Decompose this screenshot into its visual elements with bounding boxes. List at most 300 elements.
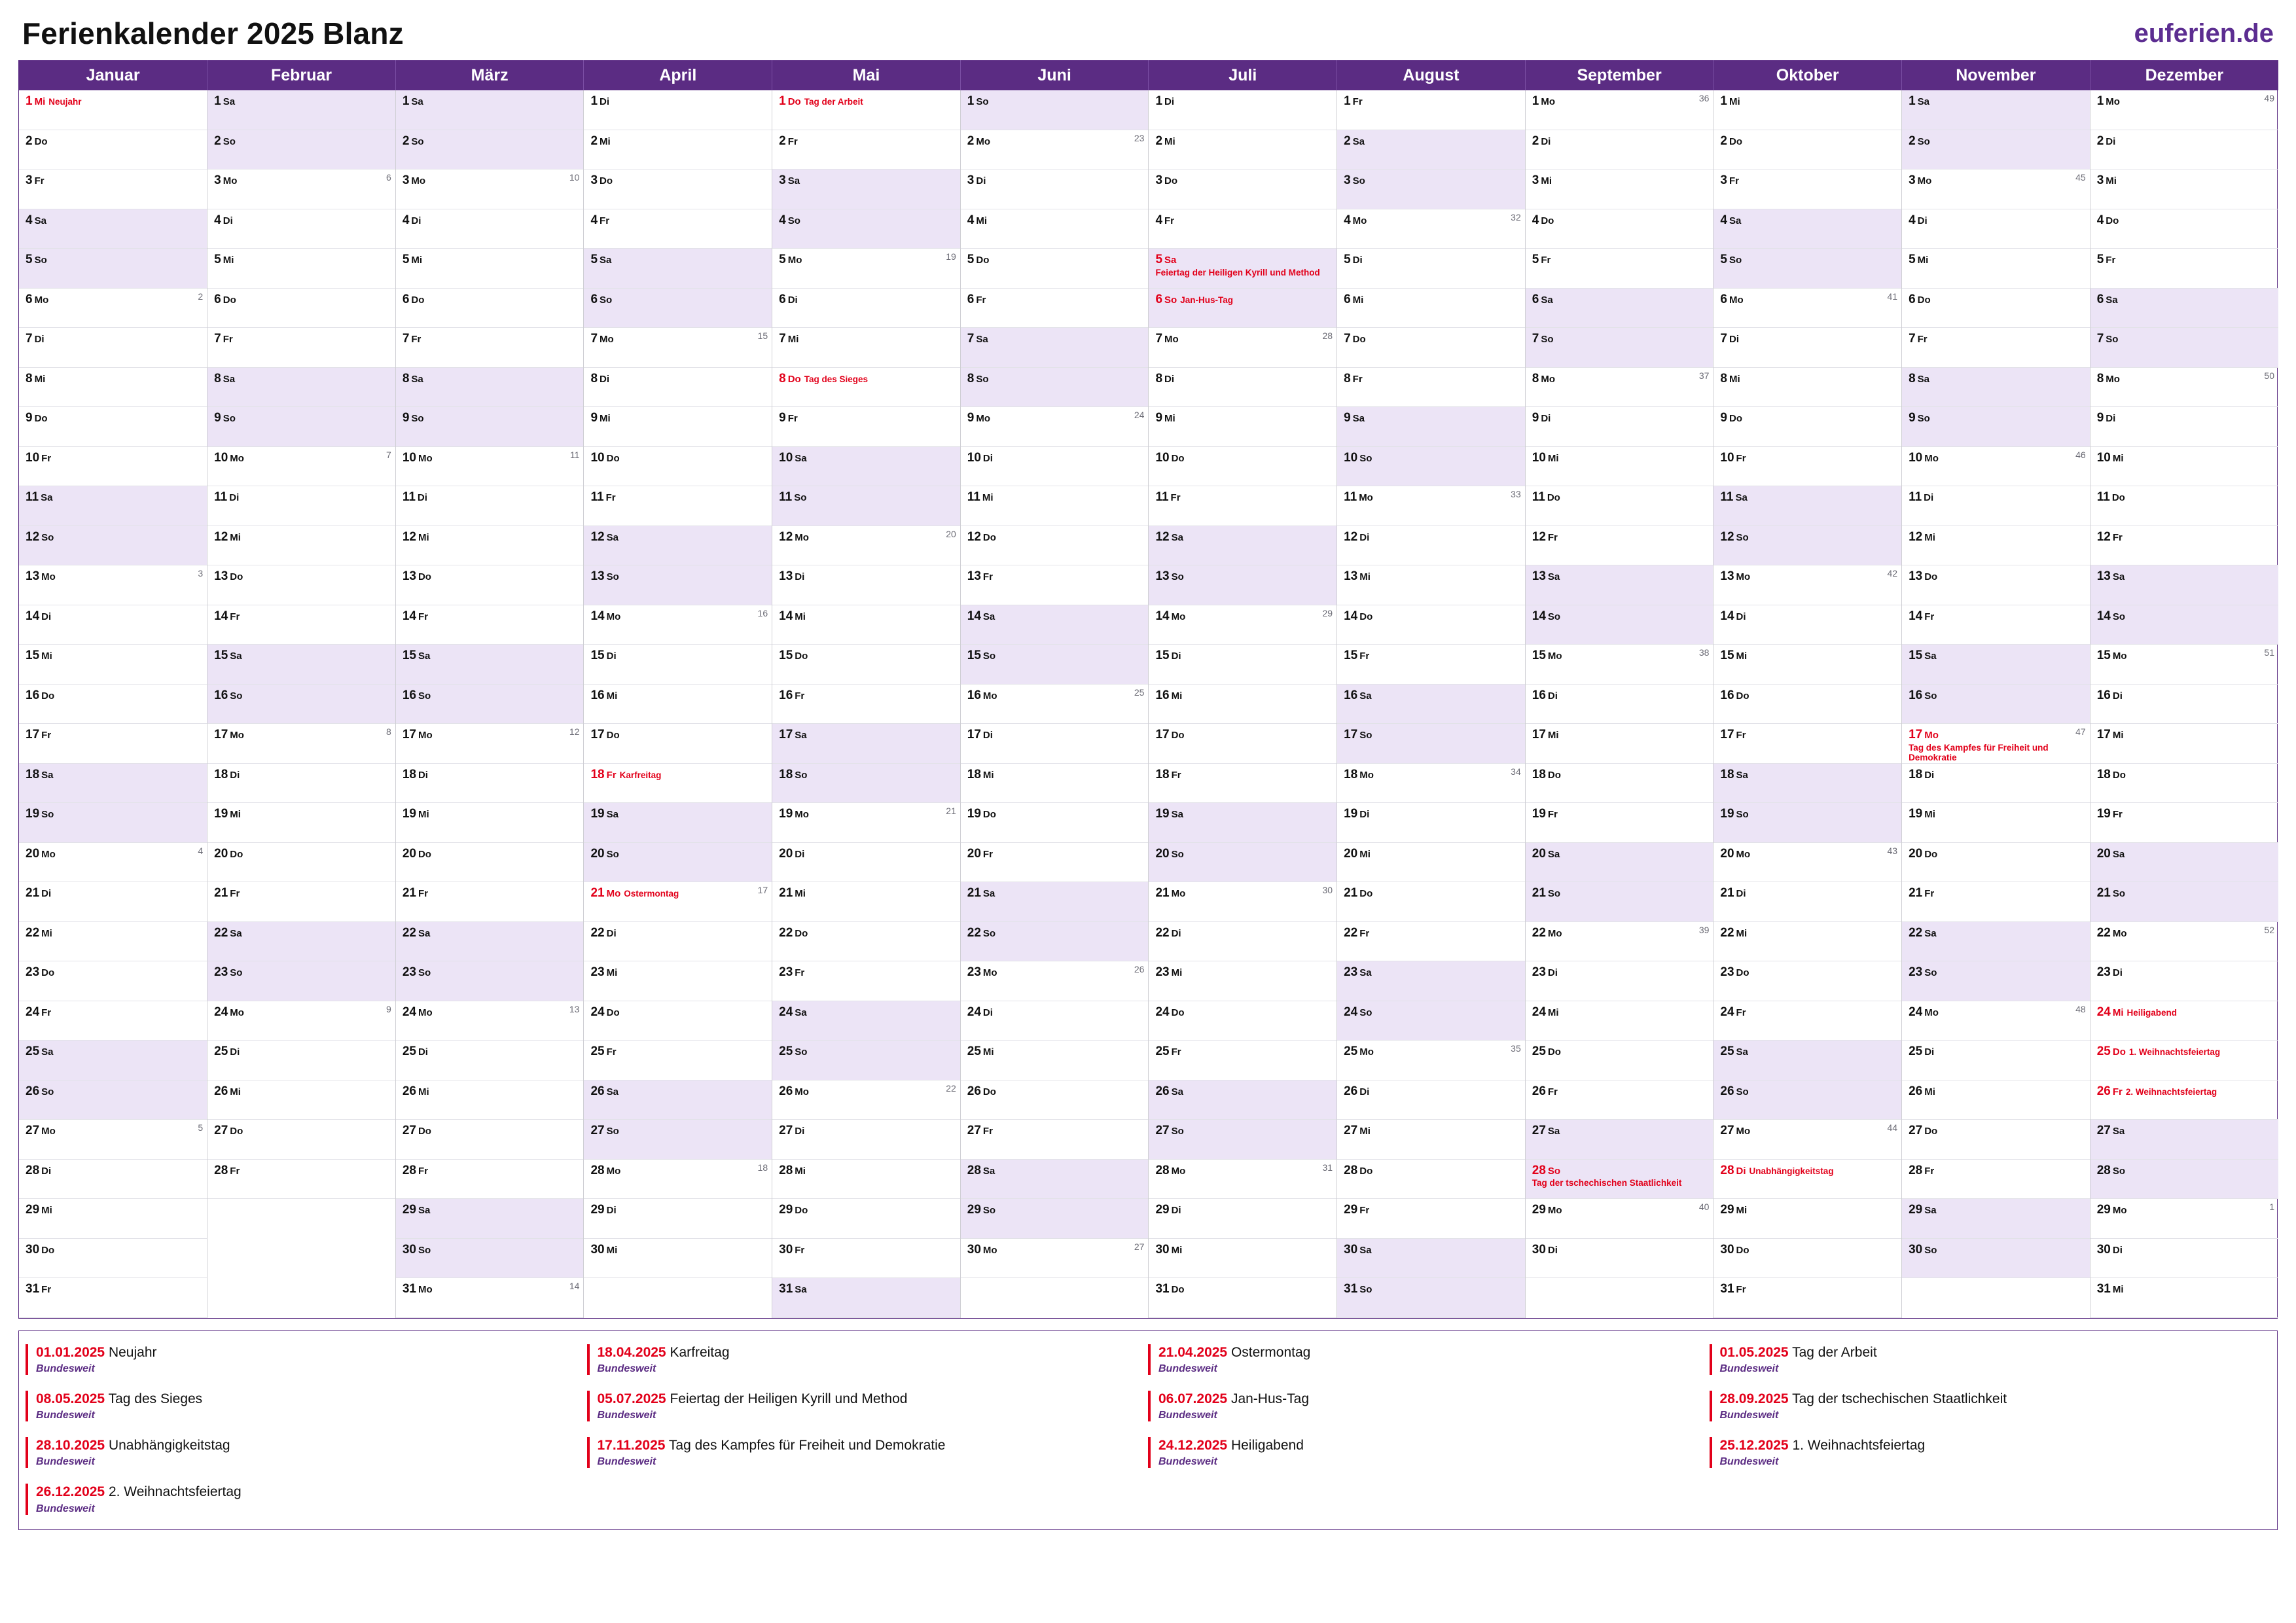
day-cell[interactable] <box>2090 961 2278 1001</box>
day-cell[interactable] <box>584 249 772 289</box>
day-cell[interactable] <box>772 961 960 1001</box>
day-cell[interactable] <box>207 565 395 605</box>
day-cell[interactable] <box>772 685 960 724</box>
day-cell[interactable] <box>2090 249 2278 289</box>
day-cell[interactable] <box>396 90 584 130</box>
day-cell[interactable] <box>584 289 772 329</box>
day-cell[interactable] <box>2090 882 2278 922</box>
day-cell[interactable] <box>1713 1041 1901 1080</box>
day-cell[interactable] <box>584 565 772 605</box>
day-cell[interactable] <box>584 1001 772 1041</box>
day-cell[interactable] <box>1902 447 2090 487</box>
day-cell[interactable] <box>396 447 584 487</box>
day-cell[interactable] <box>772 565 960 605</box>
day-cell[interactable] <box>19 922 207 962</box>
day-cell[interactable] <box>207 447 395 487</box>
day-cell[interactable] <box>2090 685 2278 724</box>
day-cell[interactable] <box>961 1120 1149 1160</box>
day-cell[interactable] <box>961 486 1149 526</box>
day-cell[interactable] <box>2090 209 2278 249</box>
day-cell[interactable] <box>2090 368 2278 408</box>
day-cell[interactable] <box>1902 685 2090 724</box>
day-cell[interactable] <box>584 447 772 487</box>
day-cell[interactable] <box>1149 685 1336 724</box>
day-cell[interactable] <box>961 1080 1149 1120</box>
day-cell[interactable] <box>961 90 1149 130</box>
day-cell[interactable] <box>396 1239 584 1279</box>
day-cell[interactable] <box>1902 368 2090 408</box>
day-cell[interactable] <box>207 1160 395 1200</box>
day-cell[interactable] <box>1337 209 1525 249</box>
day-cell[interactable] <box>19 764 207 804</box>
day-cell[interactable] <box>1902 843 2090 883</box>
day-cell[interactable] <box>1337 526 1525 566</box>
day-cell[interactable] <box>1526 90 1713 130</box>
day-cell[interactable] <box>1713 289 1901 329</box>
day-cell[interactable] <box>1337 249 1525 289</box>
day-cell[interactable] <box>1713 486 1901 526</box>
day-cell[interactable] <box>1526 447 1713 487</box>
day-cell[interactable] <box>19 526 207 566</box>
day-cell[interactable] <box>961 130 1149 170</box>
day-cell[interactable] <box>19 486 207 526</box>
day-cell[interactable] <box>396 1080 584 1120</box>
day-cell[interactable] <box>396 249 584 289</box>
day-cell[interactable] <box>1149 645 1336 685</box>
day-cell[interactable] <box>772 486 960 526</box>
day-cell[interactable] <box>1713 1160 1901 1200</box>
day-cell[interactable] <box>772 882 960 922</box>
day-cell[interactable] <box>961 922 1149 962</box>
day-cell[interactable] <box>207 249 395 289</box>
day-cell[interactable] <box>1337 605 1525 645</box>
day-cell[interactable] <box>2090 1001 2278 1041</box>
day-cell[interactable] <box>1149 1278 1336 1318</box>
day-cell[interactable] <box>1337 685 1525 724</box>
day-cell[interactable] <box>396 328 584 368</box>
day-cell[interactable] <box>207 803 395 843</box>
day-cell[interactable] <box>961 764 1149 804</box>
day-cell[interactable] <box>1902 605 2090 645</box>
day-cell[interactable] <box>2090 1160 2278 1200</box>
day-cell[interactable] <box>772 1120 960 1160</box>
day-cell[interactable] <box>1149 209 1336 249</box>
day-cell[interactable] <box>1902 764 2090 804</box>
day-cell[interactable] <box>1902 169 2090 209</box>
day-cell[interactable] <box>1902 1120 2090 1160</box>
day-cell[interactable] <box>961 803 1149 843</box>
day-cell[interactable] <box>1902 803 2090 843</box>
day-cell[interactable] <box>2090 526 2278 566</box>
day-cell[interactable] <box>1526 1001 1713 1041</box>
day-cell[interactable] <box>2090 1278 2278 1318</box>
day-cell[interactable] <box>396 645 584 685</box>
day-cell[interactable] <box>1526 843 1713 883</box>
day-cell[interactable] <box>396 803 584 843</box>
day-cell[interactable] <box>19 130 207 170</box>
day-cell[interactable] <box>207 1041 395 1080</box>
day-cell[interactable] <box>961 249 1149 289</box>
day-cell[interactable] <box>396 565 584 605</box>
day-cell[interactable] <box>1713 526 1901 566</box>
day-cell[interactable] <box>584 1239 772 1279</box>
day-cell[interactable] <box>584 685 772 724</box>
day-cell[interactable] <box>772 922 960 962</box>
day-cell[interactable] <box>1526 803 1713 843</box>
day-cell[interactable] <box>772 130 960 170</box>
day-cell[interactable] <box>19 1120 207 1160</box>
day-cell[interactable] <box>1902 922 2090 962</box>
day-cell[interactable] <box>1337 961 1525 1001</box>
day-cell[interactable] <box>2090 1041 2278 1080</box>
day-cell[interactable] <box>1149 130 1336 170</box>
day-cell[interactable] <box>2090 130 2278 170</box>
day-cell[interactable] <box>1902 249 2090 289</box>
day-cell[interactable] <box>961 605 1149 645</box>
day-cell[interactable] <box>1337 407 1525 447</box>
day-cell[interactable] <box>1149 289 1336 329</box>
day-cell[interactable] <box>19 685 207 724</box>
day-cell[interactable] <box>1526 1199 1713 1239</box>
day-cell[interactable] <box>396 764 584 804</box>
day-cell[interactable] <box>396 209 584 249</box>
day-cell[interactable] <box>961 526 1149 566</box>
day-cell[interactable] <box>1149 1080 1336 1120</box>
day-cell[interactable] <box>1713 169 1901 209</box>
day-cell[interactable] <box>1713 803 1901 843</box>
day-cell[interactable] <box>772 447 960 487</box>
day-cell[interactable] <box>1713 249 1901 289</box>
day-cell[interactable] <box>772 249 960 289</box>
day-cell[interactable] <box>207 922 395 962</box>
day-cell[interactable] <box>772 209 960 249</box>
day-cell[interactable] <box>1526 645 1713 685</box>
day-cell[interactable] <box>584 764 772 804</box>
day-cell[interactable] <box>1337 803 1525 843</box>
day-cell[interactable] <box>1713 1120 1901 1160</box>
day-cell[interactable] <box>1526 130 1713 170</box>
day-cell[interactable] <box>1337 882 1525 922</box>
day-cell[interactable] <box>1149 922 1336 962</box>
day-cell[interactable] <box>961 169 1149 209</box>
day-cell[interactable] <box>1149 1199 1336 1239</box>
day-cell[interactable] <box>1902 1001 2090 1041</box>
day-cell[interactable] <box>1149 1120 1336 1160</box>
day-cell[interactable] <box>1713 1239 1901 1279</box>
day-cell[interactable] <box>19 1239 207 1279</box>
day-cell[interactable] <box>584 1160 772 1200</box>
day-cell[interactable] <box>207 328 395 368</box>
day-cell[interactable] <box>961 724 1149 764</box>
day-cell[interactable] <box>772 1239 960 1279</box>
day-cell[interactable] <box>772 407 960 447</box>
day-cell[interactable] <box>1902 526 2090 566</box>
day-cell[interactable] <box>19 289 207 329</box>
day-cell[interactable] <box>584 645 772 685</box>
day-cell[interactable] <box>19 843 207 883</box>
day-cell[interactable] <box>584 130 772 170</box>
day-cell[interactable] <box>1149 724 1336 764</box>
day-cell[interactable] <box>1149 486 1336 526</box>
day-cell[interactable] <box>772 1041 960 1080</box>
day-cell[interactable] <box>19 249 207 289</box>
day-cell[interactable] <box>584 1041 772 1080</box>
day-cell[interactable] <box>1713 1278 1901 1318</box>
day-cell[interactable] <box>961 209 1149 249</box>
day-cell[interactable] <box>1149 249 1336 289</box>
day-cell[interactable] <box>19 1199 207 1239</box>
day-cell[interactable] <box>772 90 960 130</box>
day-cell[interactable] <box>1713 368 1901 408</box>
day-cell[interactable] <box>772 526 960 566</box>
day-cell[interactable] <box>2090 1120 2278 1160</box>
day-cell[interactable] <box>2090 328 2278 368</box>
day-cell[interactable] <box>961 843 1149 883</box>
day-cell[interactable] <box>396 843 584 883</box>
day-cell[interactable] <box>1337 90 1525 130</box>
day-cell[interactable] <box>1149 882 1336 922</box>
day-cell[interactable] <box>772 169 960 209</box>
day-cell[interactable] <box>1902 1199 2090 1239</box>
day-cell[interactable] <box>1149 803 1336 843</box>
day-cell[interactable] <box>1337 289 1525 329</box>
day-cell[interactable] <box>1526 209 1713 249</box>
day-cell[interactable] <box>1337 1080 1525 1120</box>
day-cell[interactable] <box>584 961 772 1001</box>
day-cell[interactable] <box>961 447 1149 487</box>
day-cell[interactable] <box>396 1120 584 1160</box>
day-cell[interactable] <box>1337 1278 1525 1318</box>
day-cell[interactable] <box>1713 843 1901 883</box>
day-cell[interactable] <box>1526 407 1713 447</box>
day-cell[interactable] <box>396 407 584 447</box>
day-cell[interactable] <box>772 1199 960 1239</box>
day-cell[interactable] <box>1902 130 2090 170</box>
day-cell[interactable] <box>772 1160 960 1200</box>
day-cell[interactable] <box>584 882 772 922</box>
day-cell[interactable] <box>1337 169 1525 209</box>
day-cell[interactable] <box>961 1160 1149 1200</box>
day-cell[interactable] <box>1526 328 1713 368</box>
day-cell[interactable] <box>2090 645 2278 685</box>
day-cell[interactable] <box>961 289 1149 329</box>
day-cell[interactable] <box>961 1041 1149 1080</box>
day-cell[interactable] <box>1337 1001 1525 1041</box>
day-cell[interactable] <box>1337 1041 1525 1080</box>
day-cell[interactable] <box>772 1080 960 1120</box>
day-cell[interactable] <box>1337 130 1525 170</box>
day-cell[interactable] <box>1713 645 1901 685</box>
day-cell[interactable] <box>207 368 395 408</box>
day-cell[interactable] <box>1526 289 1713 329</box>
day-cell[interactable] <box>961 645 1149 685</box>
day-cell[interactable] <box>961 1001 1149 1041</box>
day-cell[interactable] <box>1149 526 1336 566</box>
day-cell[interactable] <box>772 764 960 804</box>
day-cell[interactable] <box>396 605 584 645</box>
day-cell[interactable] <box>1526 724 1713 764</box>
day-cell[interactable] <box>1902 724 2090 764</box>
day-cell[interactable] <box>1526 368 1713 408</box>
day-cell[interactable] <box>2090 922 2278 962</box>
day-cell[interactable] <box>396 961 584 1001</box>
day-cell[interactable] <box>1902 1160 2090 1200</box>
day-cell[interactable] <box>1149 1160 1336 1200</box>
day-cell[interactable] <box>1526 526 1713 566</box>
day-cell[interactable] <box>1713 90 1901 130</box>
day-cell[interactable] <box>207 407 395 447</box>
day-cell[interactable] <box>207 1001 395 1041</box>
day-cell[interactable] <box>1149 605 1336 645</box>
day-cell[interactable] <box>1526 486 1713 526</box>
day-cell[interactable] <box>207 961 395 1001</box>
day-cell[interactable] <box>1526 605 1713 645</box>
day-cell[interactable] <box>19 1278 207 1318</box>
day-cell[interactable] <box>1337 368 1525 408</box>
day-cell[interactable] <box>1337 724 1525 764</box>
day-cell[interactable] <box>396 289 584 329</box>
day-cell[interactable] <box>1902 407 2090 447</box>
day-cell[interactable] <box>1337 1239 1525 1279</box>
day-cell[interactable] <box>584 209 772 249</box>
day-cell[interactable] <box>1337 764 1525 804</box>
day-cell[interactable] <box>1713 724 1901 764</box>
day-cell[interactable] <box>772 328 960 368</box>
day-cell[interactable] <box>2090 486 2278 526</box>
day-cell[interactable] <box>2090 1080 2278 1120</box>
day-cell[interactable] <box>1337 447 1525 487</box>
day-cell[interactable] <box>961 1199 1149 1239</box>
day-cell[interactable] <box>1902 486 2090 526</box>
day-cell[interactable] <box>1526 922 1713 962</box>
day-cell[interactable] <box>2090 1239 2278 1279</box>
day-cell[interactable] <box>1526 1120 1713 1160</box>
day-cell[interactable] <box>1902 1041 2090 1080</box>
day-cell[interactable] <box>19 961 207 1001</box>
day-cell[interactable] <box>207 289 395 329</box>
day-cell[interactable] <box>2090 169 2278 209</box>
day-cell[interactable] <box>1902 1080 2090 1120</box>
day-cell[interactable] <box>396 882 584 922</box>
day-cell[interactable] <box>207 1120 395 1160</box>
day-cell[interactable] <box>1526 685 1713 724</box>
day-cell[interactable] <box>2090 1199 2278 1239</box>
day-cell[interactable] <box>1526 961 1713 1001</box>
day-cell[interactable] <box>772 1278 960 1318</box>
day-cell[interactable] <box>1337 645 1525 685</box>
day-cell[interactable] <box>19 605 207 645</box>
day-cell[interactable] <box>1149 961 1336 1001</box>
day-cell[interactable] <box>19 328 207 368</box>
day-cell[interactable] <box>207 526 395 566</box>
day-cell[interactable] <box>1149 843 1336 883</box>
day-cell[interactable] <box>2090 289 2278 329</box>
day-cell[interactable] <box>772 289 960 329</box>
day-cell[interactable] <box>19 1080 207 1120</box>
day-cell[interactable] <box>19 882 207 922</box>
day-cell[interactable] <box>772 724 960 764</box>
day-cell[interactable] <box>772 605 960 645</box>
day-cell[interactable] <box>1713 447 1901 487</box>
day-cell[interactable] <box>1902 90 2090 130</box>
day-cell[interactable] <box>2090 764 2278 804</box>
day-cell[interactable] <box>584 843 772 883</box>
day-cell[interactable] <box>396 1199 584 1239</box>
day-cell[interactable] <box>772 843 960 883</box>
day-cell[interactable] <box>1337 565 1525 605</box>
day-cell[interactable] <box>1149 407 1336 447</box>
day-cell[interactable] <box>961 882 1149 922</box>
day-cell[interactable] <box>1337 843 1525 883</box>
day-cell[interactable] <box>1149 1239 1336 1279</box>
day-cell[interactable] <box>396 130 584 170</box>
day-cell[interactable] <box>1902 1239 2090 1279</box>
day-cell[interactable] <box>207 645 395 685</box>
day-cell[interactable] <box>2090 724 2278 764</box>
day-cell[interactable] <box>19 1160 207 1200</box>
day-cell[interactable] <box>19 565 207 605</box>
day-cell[interactable] <box>396 1278 584 1318</box>
day-cell[interactable] <box>584 368 772 408</box>
day-cell[interactable] <box>1526 565 1713 605</box>
day-cell[interactable] <box>584 526 772 566</box>
day-cell[interactable] <box>584 1080 772 1120</box>
day-cell[interactable] <box>584 1120 772 1160</box>
day-cell[interactable] <box>1713 565 1901 605</box>
day-cell[interactable] <box>1337 486 1525 526</box>
day-cell[interactable] <box>961 565 1149 605</box>
day-cell[interactable] <box>1526 1041 1713 1080</box>
day-cell[interactable] <box>1337 1160 1525 1200</box>
day-cell[interactable] <box>584 724 772 764</box>
day-cell[interactable] <box>1713 407 1901 447</box>
day-cell[interactable] <box>2090 565 2278 605</box>
day-cell[interactable] <box>961 328 1149 368</box>
day-cell[interactable] <box>1149 565 1336 605</box>
day-cell[interactable] <box>19 90 207 130</box>
day-cell[interactable] <box>1337 1199 1525 1239</box>
day-cell[interactable] <box>584 169 772 209</box>
day-cell[interactable] <box>19 803 207 843</box>
day-cell[interactable] <box>1713 1001 1901 1041</box>
day-cell[interactable] <box>396 1001 584 1041</box>
day-cell[interactable] <box>207 1080 395 1120</box>
day-cell[interactable] <box>2090 447 2278 487</box>
day-cell[interactable] <box>19 209 207 249</box>
day-cell[interactable] <box>1149 1001 1336 1041</box>
day-cell[interactable] <box>961 685 1149 724</box>
day-cell[interactable] <box>396 526 584 566</box>
day-cell[interactable] <box>1902 209 2090 249</box>
day-cell[interactable] <box>584 605 772 645</box>
day-cell[interactable] <box>1713 605 1901 645</box>
day-cell[interactable] <box>396 922 584 962</box>
day-cell[interactable] <box>1337 328 1525 368</box>
day-cell[interactable] <box>1149 169 1336 209</box>
day-cell[interactable] <box>1149 447 1336 487</box>
day-cell[interactable] <box>19 645 207 685</box>
day-cell[interactable] <box>584 90 772 130</box>
day-cell[interactable] <box>1526 169 1713 209</box>
day-cell[interactable] <box>1902 328 2090 368</box>
day-cell[interactable] <box>1149 90 1336 130</box>
day-cell[interactable] <box>772 368 960 408</box>
day-cell[interactable] <box>2090 90 2278 130</box>
day-cell[interactable] <box>584 486 772 526</box>
day-cell[interactable] <box>584 922 772 962</box>
day-cell[interactable] <box>772 1001 960 1041</box>
day-cell[interactable] <box>19 447 207 487</box>
